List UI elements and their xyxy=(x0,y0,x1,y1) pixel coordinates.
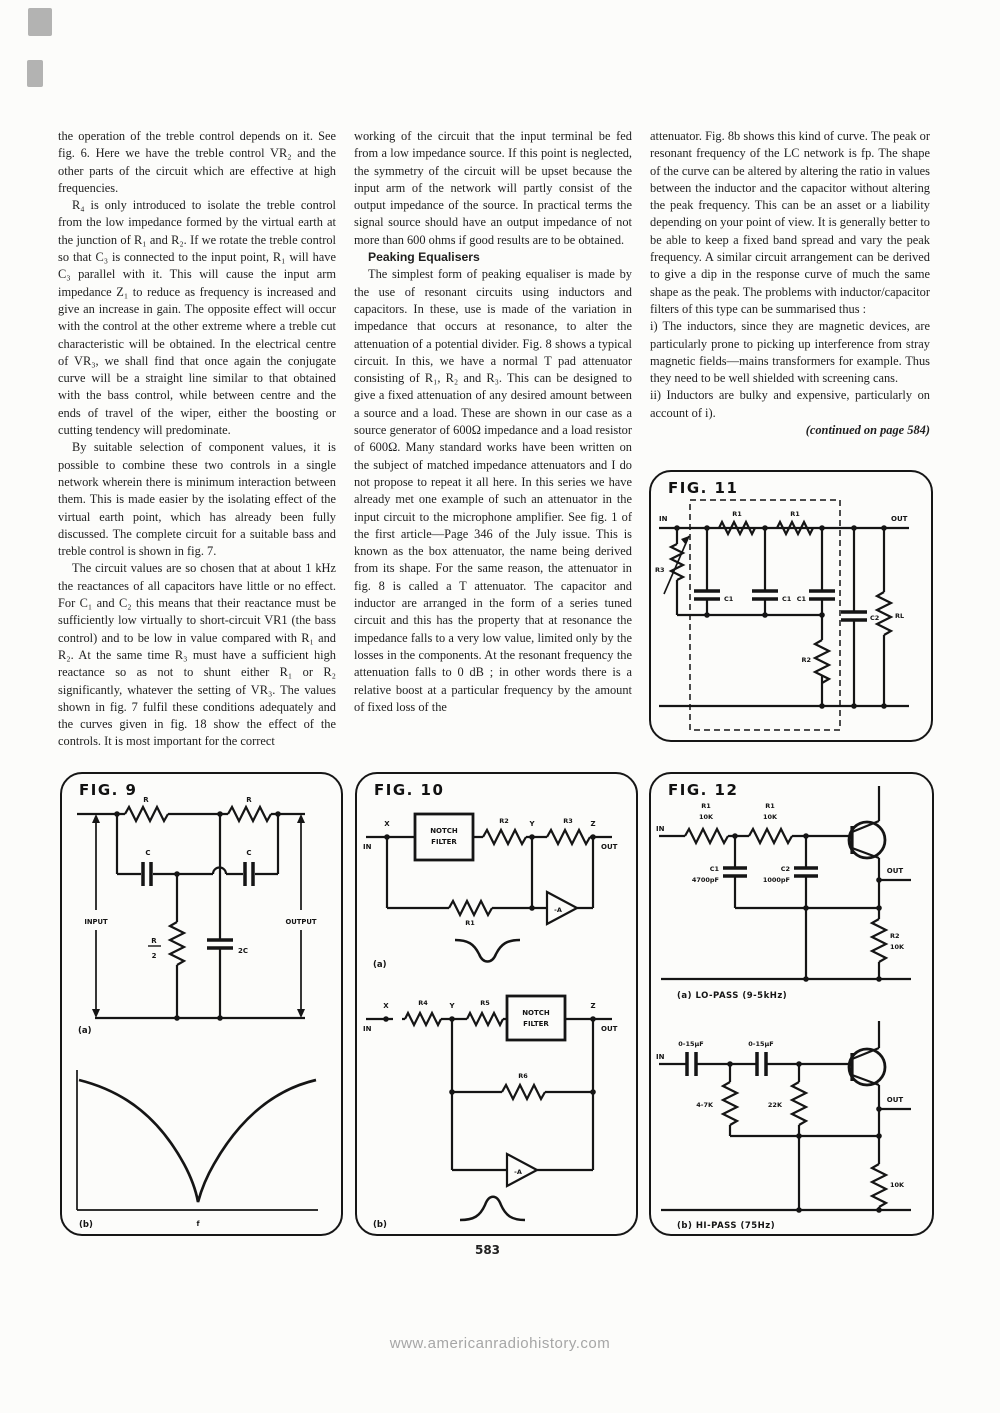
capacitor-label: C1 xyxy=(796,595,806,603)
notch-filter-box-label: FILTER xyxy=(431,838,457,846)
resistor-label: R5 xyxy=(480,999,490,1007)
watermark: www.americanradiohistory.com xyxy=(389,1335,611,1352)
capacitor-label: C2 xyxy=(870,614,880,622)
paragraph: R₄ is only introduced to isolate the treble control from the low impedance formed by the virtual earth at the junction of R₁ and R₂. If we rotate the treble control so that C₃ is connected to the input point, R₁ will have C₃ parallel with it. This will cause the input arm impedance Z₁ to reduce as frequency is increased and give an increase in gain. The opposite effect will occur with the control at the other extreme where a treble cut characteristic will be obtained. In the electrical centre of VR₃, we shall find that once again the conjugate curve will be a straight line similar to that obtained with the bass control, while between centre and the ends of travel of the wiper, either the boosting or cutting tendency will predominate. xyxy=(58,198,336,438)
resistor-label: R3 xyxy=(655,566,665,574)
capacitor-value: 0-15µF xyxy=(748,1040,774,1048)
dimension-arrows xyxy=(92,814,305,1018)
figure-12-schematic xyxy=(651,774,932,1234)
resistor-label: R2 xyxy=(499,817,509,825)
page-number: 583 xyxy=(474,1243,501,1257)
continued-note: (continued on page 584) xyxy=(805,423,930,438)
junction-dots xyxy=(383,834,596,1095)
sub-figure-label: (b) xyxy=(373,1220,387,1230)
resistor-label: R6 xyxy=(518,1072,528,1080)
text-column-2 xyxy=(354,128,632,716)
node-label: Y xyxy=(449,1002,455,1010)
resistor-fraction-denominator: 2 xyxy=(151,952,157,960)
figure-9-title: FIG. 9 xyxy=(79,781,138,799)
resistor-label: R1 xyxy=(790,510,800,518)
resistor-fraction-numerator: R xyxy=(151,937,157,945)
out-label: OUT xyxy=(601,1025,618,1033)
resistor-value: 10K xyxy=(890,943,905,951)
resistor-label: R1 xyxy=(701,802,711,810)
node-label: Y xyxy=(529,820,535,828)
in-label: IN xyxy=(659,515,668,523)
figure-11-panel xyxy=(649,470,933,742)
capacitor-label: C xyxy=(145,849,151,857)
amplifier-label: -A xyxy=(514,1168,522,1176)
amplifier-label: -A xyxy=(554,906,562,914)
paragraph: By suitable selection of component values, it is possible to combine these two controls in a single network wherein there is minimum interaction between them. This is made easier by the isolating effect of the virtual earth point, which has already been fully discussed. The complete circuit for a suitable bass and treble control is shown in fig. 7. xyxy=(58,440,336,559)
resistor-label: R2 xyxy=(890,932,900,940)
notch-filter-box-label: NOTCH xyxy=(430,827,458,835)
resistor-label: R1 xyxy=(465,919,475,927)
circuit-wires xyxy=(366,814,612,1220)
figure-9-panel xyxy=(60,772,343,1236)
resistor-value: 10K xyxy=(762,813,778,821)
resistor-label: R xyxy=(246,796,252,804)
output-label: OUTPUT xyxy=(285,918,317,926)
in-label: IN xyxy=(656,825,665,833)
resistor-value: 10K xyxy=(698,813,714,821)
resistor-label: R2 xyxy=(801,656,811,664)
figure-12-panel xyxy=(649,772,934,1236)
circuit-wires xyxy=(77,807,318,1210)
figure-10-schematic xyxy=(357,774,636,1234)
in-label: IN xyxy=(656,1053,665,1061)
paragraph: attenuator. Fig. 8b shows this kind of curve. The peak or resonant frequency of the LC network is fp. The shape of the curve can be altered by altering the ratio in values between the inductor and the capacitor without altering the peak frequency. This can be an asset or a liability depending on your point of view. It is generally better to be able to keep a fixed band spread and vary the peak frequency. A similar circuit arrangement can be derived to give a dip in the response curve of much the same shape as the peak. The problems with inductor/capacitor filters of this type can be summarised thus : xyxy=(650,129,930,316)
resistor-value: 10K xyxy=(890,1181,905,1189)
node-label: X xyxy=(383,1002,389,1010)
input-label: INPUT xyxy=(84,918,108,926)
resistor-label: R xyxy=(143,796,149,804)
capacitor-label: C1 xyxy=(709,865,719,873)
frequency-label: f xyxy=(196,1220,200,1228)
out-label: OUT xyxy=(891,515,908,523)
figure-10-panel xyxy=(355,772,638,1236)
capacitor-label: 2C xyxy=(238,947,249,955)
node-label: Z xyxy=(590,820,596,828)
figure-11-schematic xyxy=(651,472,931,740)
capacitor-label: C2 xyxy=(780,865,790,873)
list-item: i) The inductors, since they are magnetic devices, are particularly prone to picking up interference from stray magnetic fields—mains transformers for example. Thus they need to be well shielded with screening cans. xyxy=(650,319,930,386)
figure-9-schematic xyxy=(62,774,341,1234)
resistor-label: R4 xyxy=(418,999,428,1007)
resistor-label: R3 xyxy=(563,817,573,825)
capacitor-value: 1000pF xyxy=(762,876,790,884)
resistor-value: 22K xyxy=(767,1101,782,1109)
text-column-1 xyxy=(58,128,336,751)
list-item: ii) Inductors are bulky and expensive, particularly on account of i). xyxy=(650,388,930,420)
out-label: OUT xyxy=(601,843,618,851)
resistor-label: RL xyxy=(895,612,905,620)
capacitor-label: C1 xyxy=(724,595,734,603)
section-heading: Peaking Equalisers xyxy=(368,250,480,265)
junction-dots xyxy=(114,811,281,1021)
paragraph: The circuit values are so chosen that at about 1 kHz the reactances of all capacitors have little or no effect. For C₁ and C₂ this means that their reactance must be sufficiently low virtually to short-circuit VR1 (the bass control) and to be low in value compared with R₁ and R₂. At the same time R₃ must have a sufficient high reactance so as not to shunt either R₁ or R₂ significantly, whatever the setting of VR₃. The values shown in fig. 7 fulfil these conditions adequately and the curves given in fig. 18 show the effect of the controls. It is most important for the correct xyxy=(58,561,336,749)
resistor-value: 4-7K xyxy=(696,1101,713,1109)
figure-10-title: FIG. 10 xyxy=(374,781,445,799)
scan-artifact xyxy=(27,60,43,87)
resistor-label: R1 xyxy=(732,510,742,518)
sub-figure-label: (a) xyxy=(78,1026,92,1036)
text-column-3 xyxy=(650,128,930,439)
node-label: Z xyxy=(590,1002,596,1010)
out-label: OUT xyxy=(886,867,904,875)
capacitor-label: C xyxy=(246,849,252,857)
capacitor-label: C1 xyxy=(782,595,792,603)
resistor-label: R1 xyxy=(765,802,775,810)
figure-11-title: FIG. 11 xyxy=(668,479,739,497)
sub-figure-label: (a) xyxy=(373,960,387,970)
junction-dots xyxy=(727,833,882,1213)
capacitor-value: 0-15µF xyxy=(678,1040,704,1048)
capacitor-value: 4700pF xyxy=(691,876,719,884)
scan-artifact xyxy=(28,8,52,36)
node-label: X xyxy=(384,820,390,828)
sub-figure-caption: (a) LO-PASS (9-5kHz) xyxy=(677,991,788,1001)
in-label: IN xyxy=(363,1025,372,1033)
figure-12-title: FIG. 12 xyxy=(668,781,739,799)
sub-figure-label: (b) xyxy=(79,1220,93,1230)
paragraph: working of the circuit that the input terminal be fed from a low impedance source. If this point is neglected, the symmetry of the circuit will be upset because the input arm of the network will partly consist of the output impedance of the source. In practical terms the signal source should have an output impedance of not more than 600 ohms if good results are to be obtained. xyxy=(354,129,632,247)
paragraph: the operation of the treble control depends on it. See fig. 6. Here we have the treble control VR₂ and the other parts of the circuit which are effective at high frequencies. xyxy=(58,129,336,195)
paragraph: The simplest form of peaking equaliser is made by the use of resonant circuits using inductors and capacitors. In these, use is made of the variation in impedance that occurs at resonance, to alter the attenuation of a potential divider. Fig. 8 shows a typical circuit. In this, we have a normal T pad attenuator consisting of R₁, R₂ and R₃. This can be designed to give a fixed attenuation of any desired amount between a source and a load. These are shown in our case as a source generator of 600Ω impedance and a load resistor of 600Ω. Many standard works have been written on the subject of matched impedance attenuators and I do not propose to repeat it all here. In this series we have already met one example of such an attenuator in the input circuit to the microphone amplifier. See fig. 1 of the first article—Page 346 of the July issue. This is known as the box attenuator, the name being derived from its shape. For the same reason, the attenuator in fig. 8 is called a T attenuator. The capacitor and inductor are arranged in the form of a series tuned circuit and this has the property that at resonance the impedance falls to a very low value, limited only by the losses in the components. At the resonant frequency the attenuation falls to 0 dB ; in other words there is a relative boost at a particular frequency by the amount of fixed loss of the xyxy=(354,267,632,714)
notch-filter-box-label: FILTER xyxy=(523,1020,549,1028)
notch-filter-box-label: NOTCH xyxy=(522,1009,550,1017)
in-label: IN xyxy=(363,843,372,851)
sub-figure-caption: (b) HI-PASS (75Hz) xyxy=(677,1221,776,1231)
out-label: OUT xyxy=(886,1096,904,1104)
